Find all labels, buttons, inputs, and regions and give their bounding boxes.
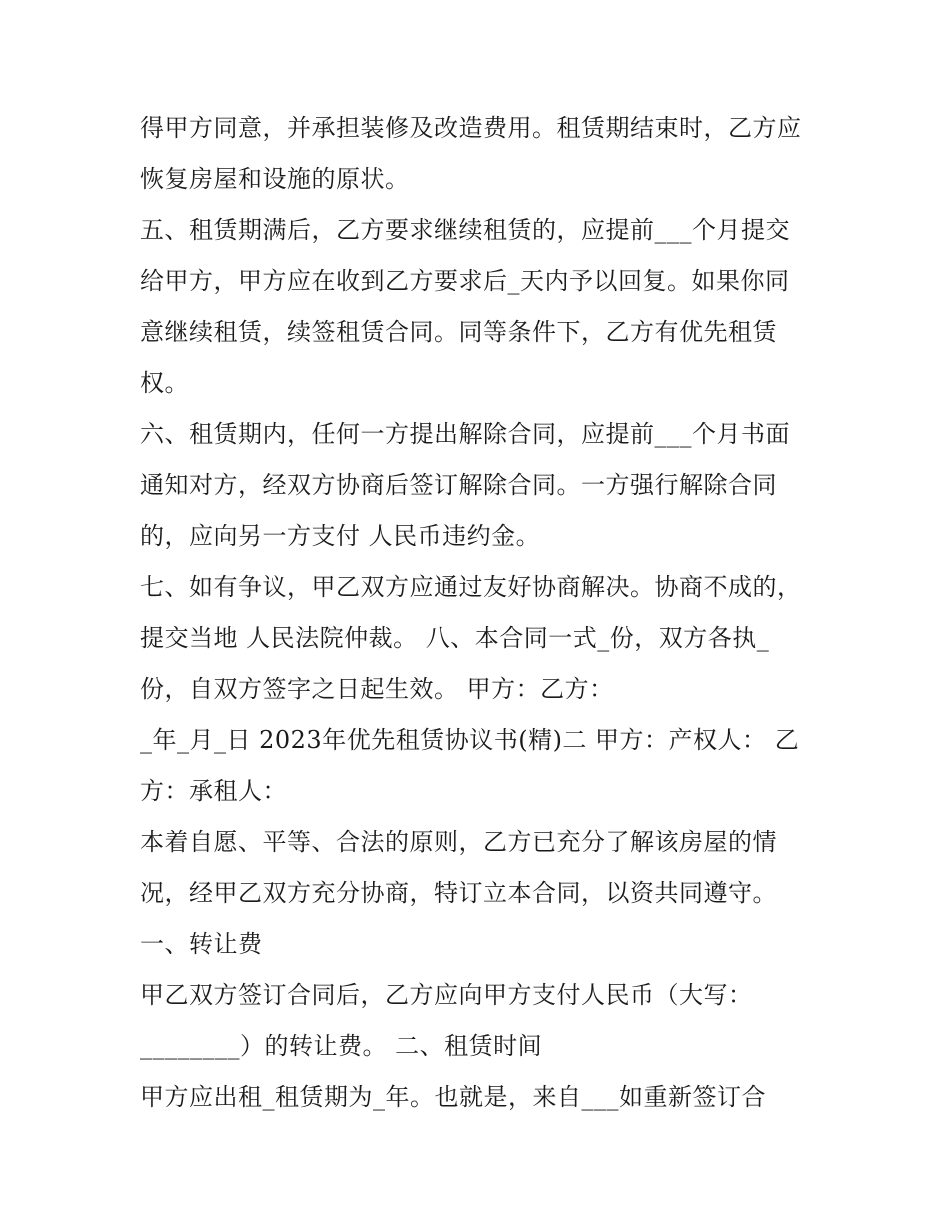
text-line: 恢复房屋和设施的原状。 xyxy=(140,165,410,193)
text-line: 方：承租人： xyxy=(140,777,287,805)
preamble-line: 本着自愿、平等、合法的原则，乙方已充分了解该房屋的情 xyxy=(140,828,777,856)
text-line: 况，经甲乙双方充分协商，特订立本合同，以资共同遵守。 xyxy=(140,879,777,907)
text-line: 提交当地 人民法院仲裁。 八、本合同一式_份，双方各执_ xyxy=(140,624,770,652)
text-line: 的，应向另一方支付 人民币违约金。 xyxy=(140,522,541,550)
text-line: 得甲方同意，并承担装修及改造费用。租赁期结束时，乙方应 xyxy=(140,114,802,142)
clause-six-line: 六、租赁期内，任何一方提出解除合同，应提前___个月书面 xyxy=(140,420,790,448)
clause-seven-line: 七、如有争议，甲乙双方应通过友好协商解决。协商不成的， xyxy=(140,573,802,601)
clause-five-line: 五、租赁期满后，乙方要求继续租赁的，应提前___个月提交 xyxy=(140,216,790,244)
text-line: 通知对方，经双方协商后签订解除合同。一方强行解除合同 xyxy=(140,471,777,499)
section-heading-lease-term: ________）的转让费。 二、租赁时间 xyxy=(140,1032,543,1060)
date-title-line: _年_月_日 2023年优先租赁协议书(精)二 甲方：产权人： 乙 xyxy=(140,726,800,754)
text-line: 意继续租赁，续签租赁合同。同等条件下，乙方有优先租赁 xyxy=(140,318,777,346)
text-line: 甲方应出租_租赁期为_年。也就是，来自___如重新签订合 xyxy=(140,1083,766,1111)
text-line: 权。 xyxy=(140,369,189,397)
text-line: 给甲方，甲方应在收到乙方要求后_天内予以回复。如果你同 xyxy=(140,267,790,295)
section-heading-transfer-fee: 一、转让费 xyxy=(140,930,263,958)
text-line: 甲乙双方签订合同后，乙方应向甲方支付人民币（大写： xyxy=(140,981,753,1009)
signature-line: 份，自双方签字之日起生效。 甲方：乙方： xyxy=(140,675,614,703)
document-body xyxy=(140,103,820,1123)
